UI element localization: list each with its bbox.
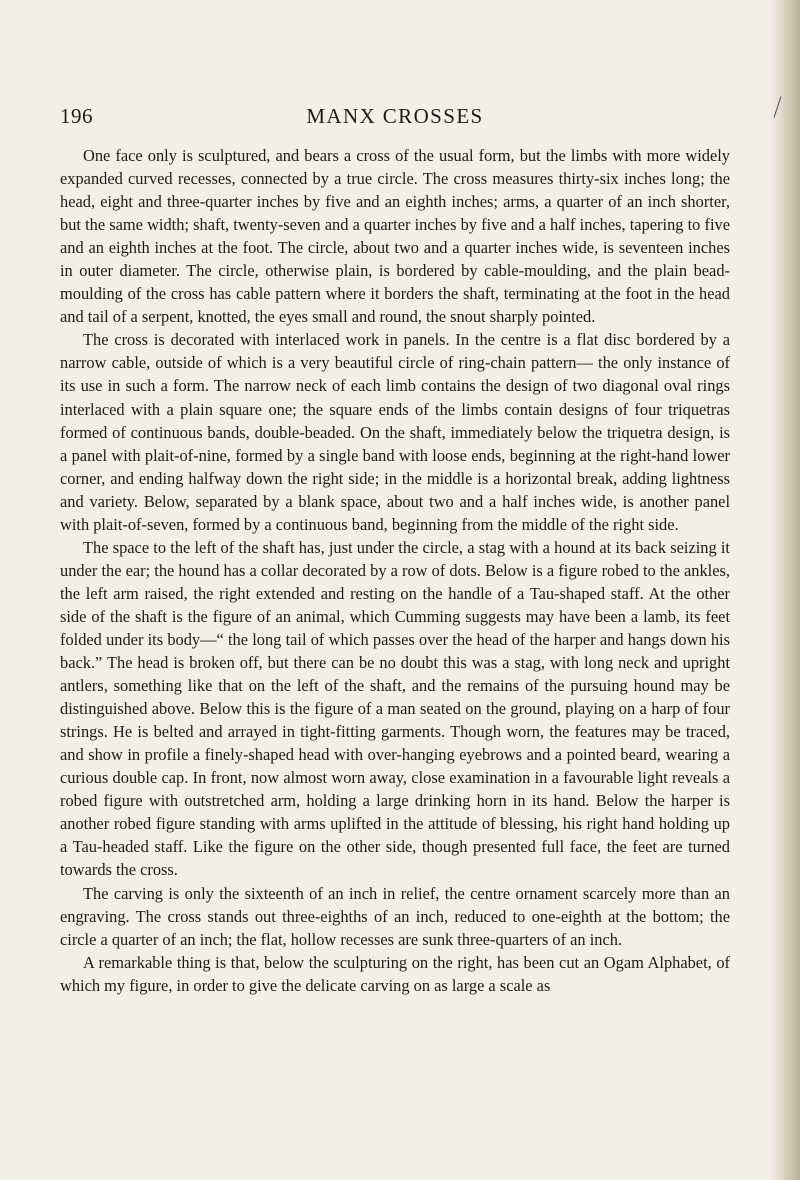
running-head <box>60 104 730 134</box>
paragraph-figures: The space to the left of the shaft has, just under the circle, a stag with a hound at its back seizing it under the ear; the hound has a collar decorated by a row of dots. Below is a figure robed to the ankles, the left arm raised, the right extended and resting on the handle of a Tau-shaped staff. At the other side of the shaft is the figure of an animal, which Cumming suggests may have been a lamb, its feet folded under its body—“ the long tail of which passes over the head of the harper and hangs down his back.” The head is broken off, but there can be no doubt this was a stag, with long neck and upright antlers, something like that on the left of the shaft, and the remains of the pursuing hound may be distinguished above. Below this is the figure of a man seated on the ground, playing on a harp of four strings. He is belted and arrayed in tight-fitting garments. Though worn, the features may be traced, and show in profile a finely-shaped head with over-hanging eyebrows and a pointed beard, wearing a curious double cap. In front, now almost worn away, close examination in a favourable light reveals a robed figure with outstretched arm, holding a large drinking horn in its hand. Below the harper is another robed figure standing with arms uplifted in the attitude of blessing, his right hand holding up a Tau-headed staff. Like the figure on the other side, though presented full face, the feet are turned towards the cross. <box>60 537 730 880</box>
running-title: MANX CROSSES <box>306 104 484 128</box>
page-number: 196 <box>60 104 93 128</box>
paragraph-carving-relief: The carving is only the sixteenth of an inch in relief, the centre ornament scarcely more than an engraving. The cross stands out three-eighths of an inch, reduced to one-eighth at the bottom; the circle a quarter of an inch; the flat, hollow recesses are sunk three-quarters of an inch. <box>60 883 730 949</box>
paragraph-ogam-alphabet: A remarkable thing is that, below the sculpturing on the right, has been cut an Ogam Alphabet, of which my figure, in order to give the delicate carving on as large a scale as <box>60 952 730 995</box>
paragraph-interlaced-panels: The cross is decorated with interlaced work in panels. In the centre is a flat disc bordered by a narrow cable, outside of which is a very beautiful circle of ring-chain pattern— the only instance of its use in such a form. The narrow neck of each limb contains the design of two diagonal oval rings interlaced with a plain square one; the square ends of the limbs contain designs of four triquetras formed of continuous bands, double-beaded. On the shaft, immediately below the triquetra design, is a panel with plait-of-nine, formed by a single band with loose ends, beginning at the right-hand lower corner, and ending halfway down the right side; in the middle is a horizontal break, adding lightness and variety. Below, separated by a blank space, about two and a half inches wide, is another panel with plait-of-seven, formed by a continuous band, beginning from the middle of the right side. <box>60 330 730 534</box>
body-text <box>60 144 730 997</box>
paragraph-dimensions: One face only is sculptured, and bears a cross of the usual form, but the limbs with more widely expanded curved recesses, connected by a true circle. The cross measures thirty-six inches long; the head, eight and three-quarter inches by five and an eighth inches; arms, a quarter of an inch shorter, but the same width; shaft, twenty-seven and a quarter inches by five and a half inches, tapering to five and an eighth inches at the foot. The circle, about two and a quarter inches wide, is seventeen inches in outer diameter. The circle, otherwise plain, is bordered by cable-moulding, and the plain bead-moulding of the cross has cable pattern where it borders the shaft, terminating at the foot in the head and tail of a serpent, knotted, the eyes small and round, the snout sharply pointed. <box>60 146 730 327</box>
page-edge-shadow <box>770 0 800 1180</box>
